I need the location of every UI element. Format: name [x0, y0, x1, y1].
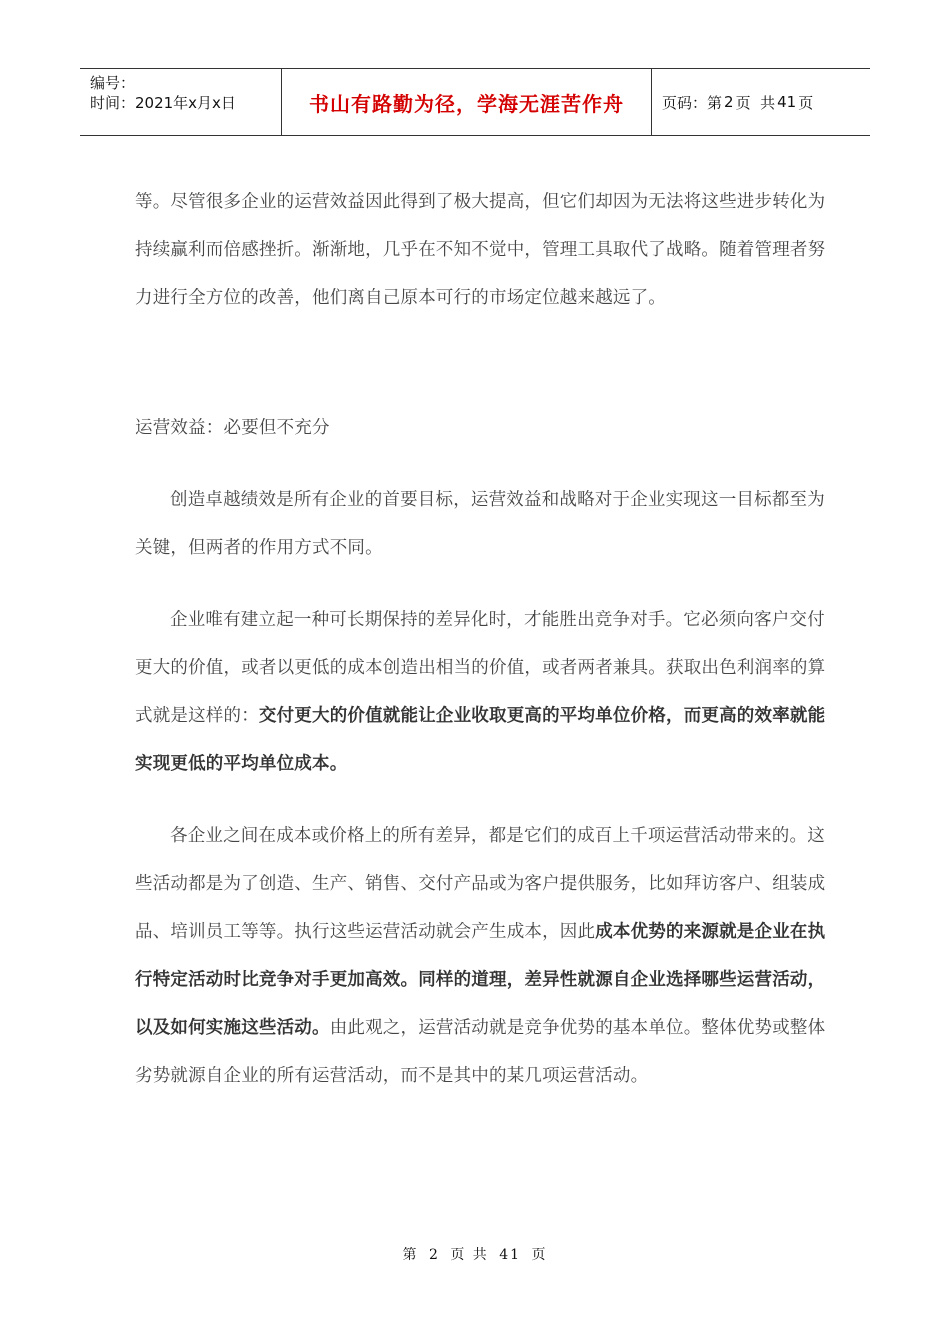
page-header — [80, 68, 870, 136]
header-page-middle: 页 共 — [735, 93, 776, 112]
header-motto: 书山有路勤为径，学海无涯苦作舟 — [309, 91, 624, 116]
header-page-prefix: 页码：第 — [662, 93, 723, 112]
paragraph-3 — [135, 596, 830, 788]
paragraph-1: 等。尽管很多企业的运营效益因此得到了极大提高，但它们却因为无法将这些进步转化为持续赢利而倍感挫折。渐渐地，几乎在不知不觉中，管理工具取代了战略。随着管理者努力进行全方位的改善，他们离自己原本可行的市场定位越来越远了。 — [135, 192, 826, 308]
document-date: 时间：2021年x月x日 — [90, 94, 236, 112]
page-footer — [0, 1244, 950, 1264]
paragraph-3-bold: 交付更大的价值就能让企业收取更高的平均单位价格，而更高的效率就能实现更低的平均单位成本。 — [135, 706, 826, 774]
paragraph-4-text-b: 由此观之，运营活动就是竞争优势的基本单位。整体优势或整体劣势就源自企业的所有运营活动，而不是其中的某几项运营活动。 — [135, 1018, 826, 1086]
footer-prefix: 第 — [402, 1247, 419, 1263]
paragraph-4-text-a: 各企业之间在成本或价格上的所有差异，都是它们的成百上千项运营活动带来的。这些活动都是为了创造、生产、销售、交付产品或为客户提供服务，比如拜访客户、组装成品、培训员工等等。执行这些运营活动就会产生成本，因此 — [135, 826, 826, 942]
document-number-label: 编号： — [90, 74, 136, 92]
header-page-total: 41 — [777, 93, 797, 111]
header-page-suffix: 页 — [798, 93, 814, 112]
header-motto-cell — [282, 69, 652, 135]
paragraph-3-text: 企业唯有建立起一种可长期保持的差异化时，才能胜出竞争对手。它必须向客户交付更大的价值，或者以更低的成本创造出相当的价值，或者两者兼具。获取出色利润率的算式就是这样的： — [135, 610, 826, 726]
header-page-current: 2 — [724, 93, 734, 111]
paragraph-2: 创造卓越绩效是所有企业的首要目标，运营效益和战略对于企业实现这一目标都至为关键，但两者的作用方式不同。 — [135, 490, 825, 558]
footer-current: 2 — [428, 1247, 440, 1263]
footer-middle: 页 共 — [450, 1247, 489, 1263]
document-body — [135, 178, 830, 1100]
header-meta — [80, 69, 282, 135]
paragraph-4-bold: 成本优势的来源就是企业在执行特定活动时比竞争对手更加高效。同样的道理，差异性就源自企业选择哪些运营活动，以及如何实施这些活动。 — [135, 922, 826, 1038]
footer-total: 41 — [499, 1247, 522, 1263]
section-heading: 运营效益：必要但不充分 — [135, 418, 330, 438]
paragraph-4 — [135, 812, 830, 1100]
header-page-number — [652, 69, 870, 135]
footer-suffix: 页 — [531, 1247, 548, 1263]
